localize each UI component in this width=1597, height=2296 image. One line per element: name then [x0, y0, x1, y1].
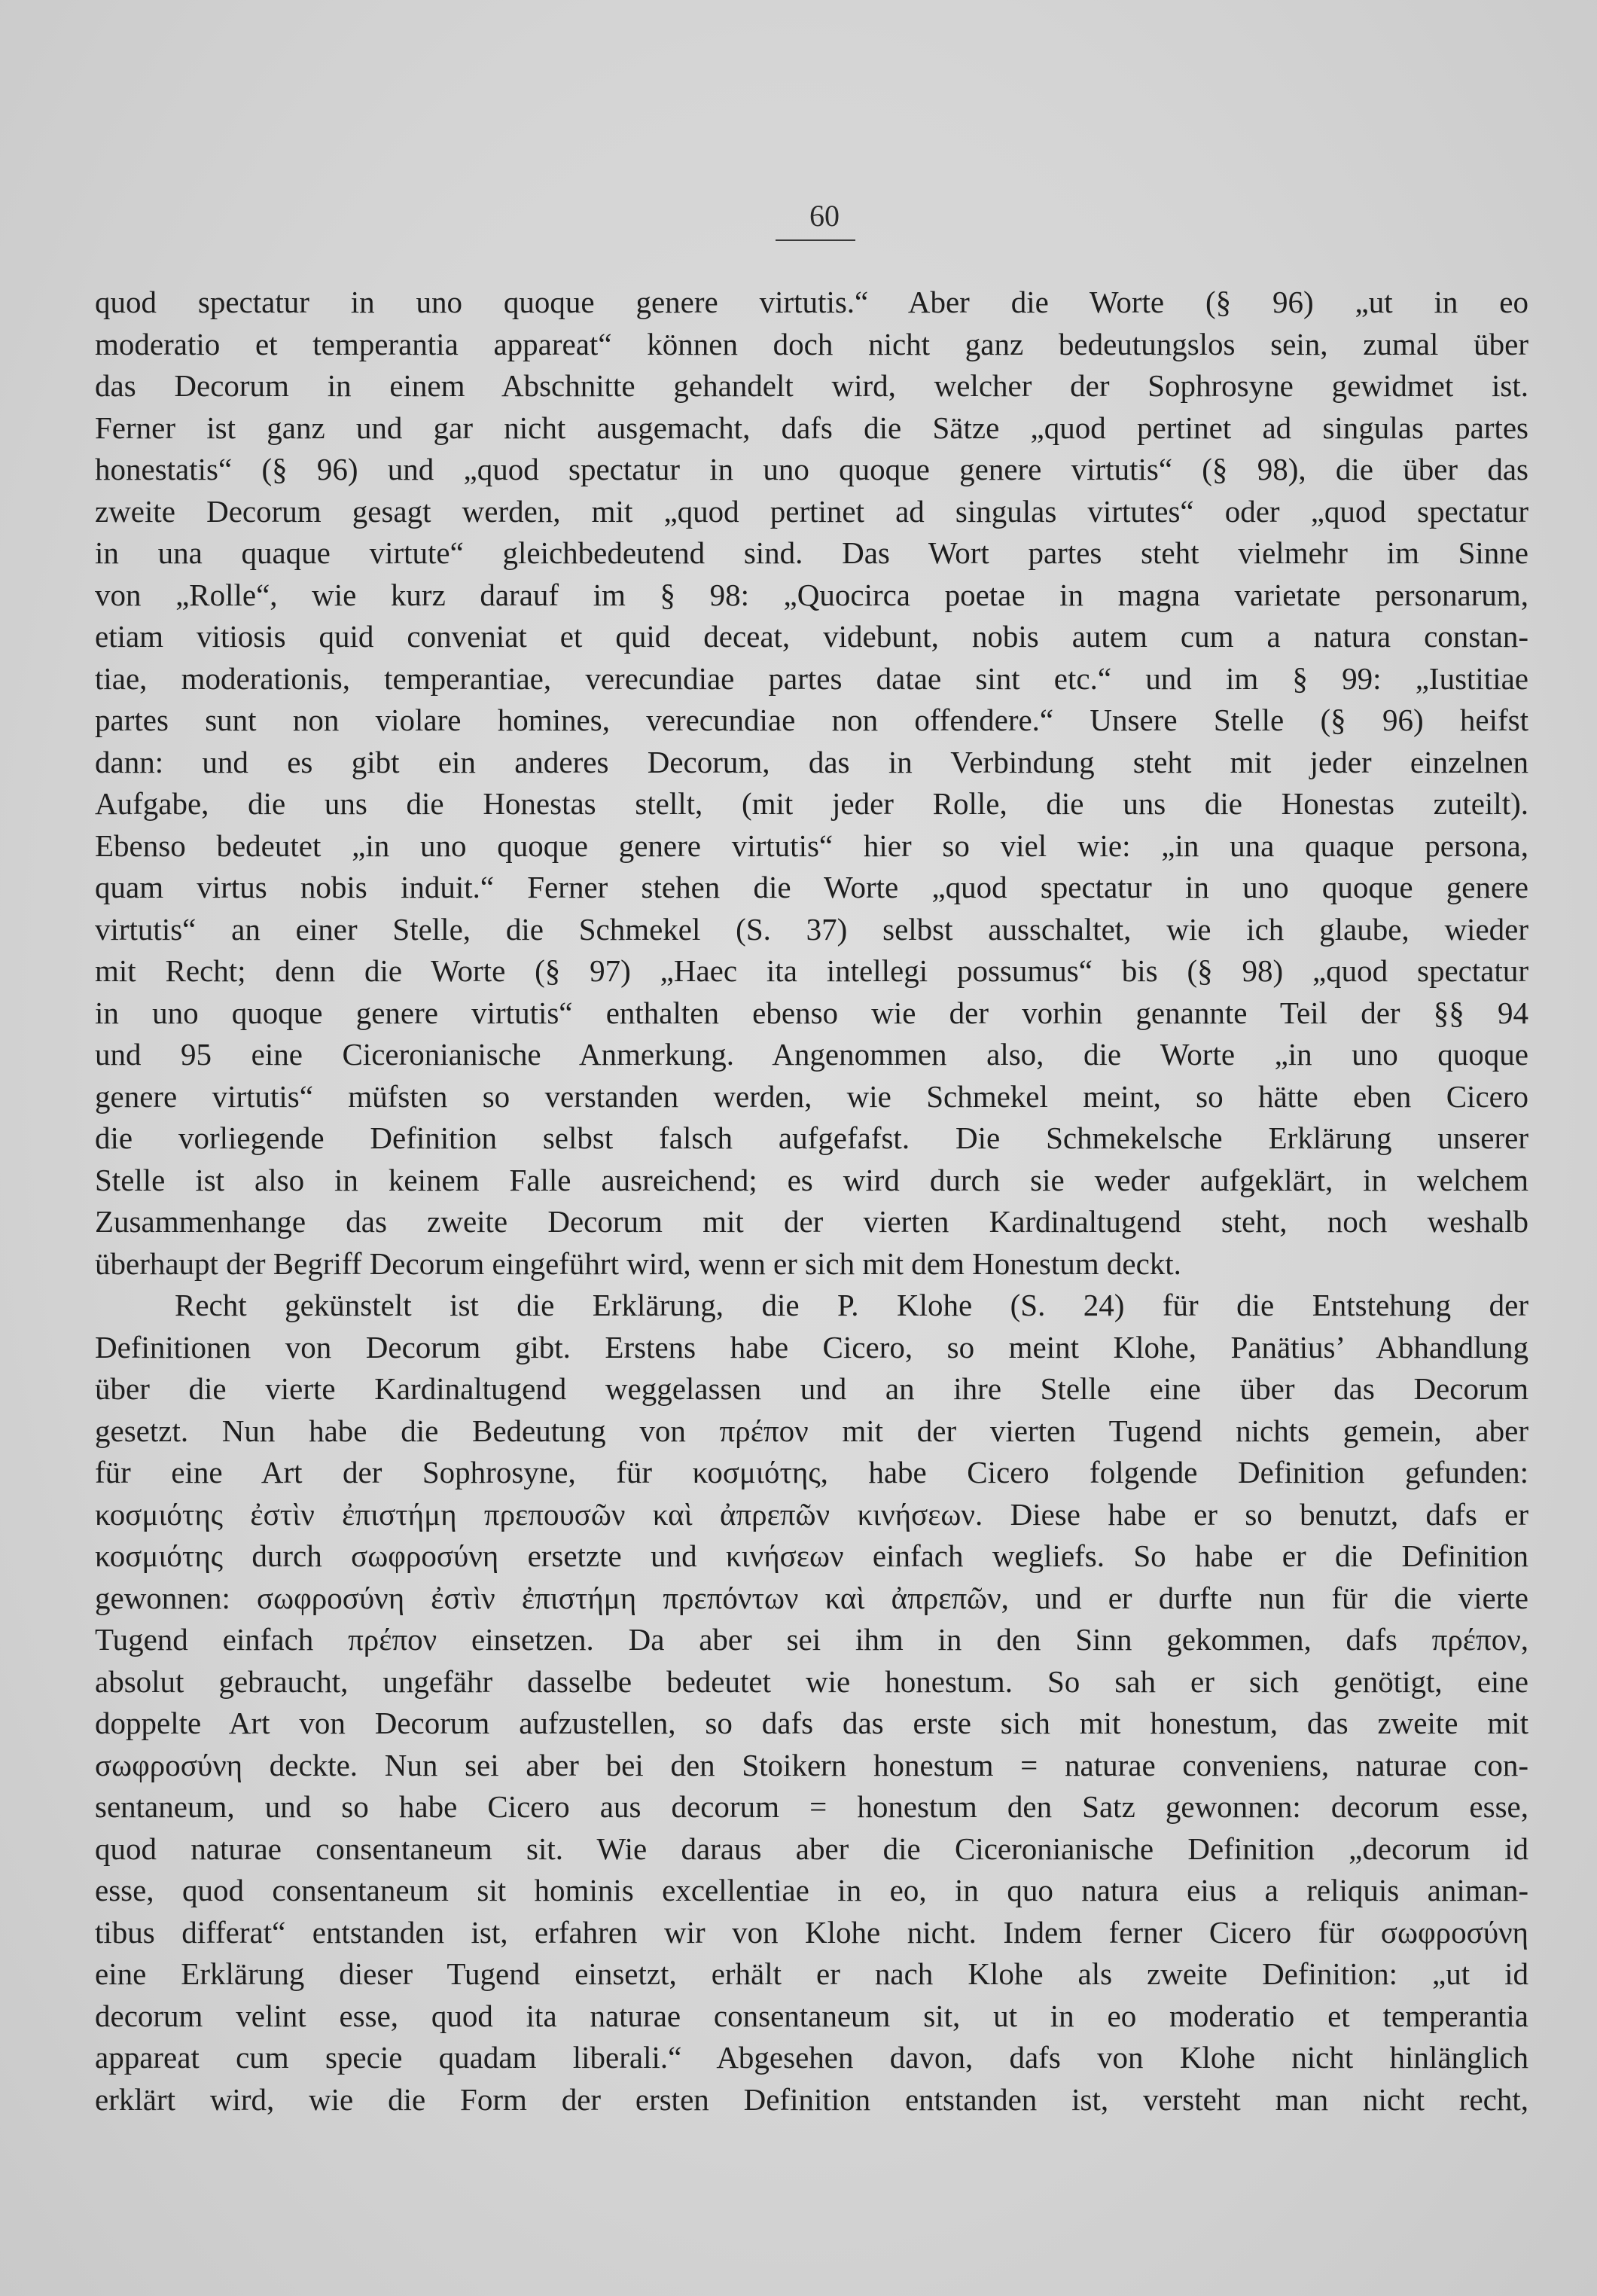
text-line: Aufgabe, die uns die Honestas stellt, (mit jeder Rolle, die uns die Honestas zuteilt).: [95, 786, 1528, 821]
text-line: honestatis“ (§ 96) und „quod spectatur in uno quoque genere virtutis“ (§ 98), die über das: [95, 452, 1528, 486]
text-line: tiae, moderationis, temperantiae, verecundiae partes datae sint etc.“ und im § 99: „Iustitiae: [95, 660, 1528, 696]
text-line: genere virtutis“ müfsten so verstanden werden, wie Schmekel meint, so hätte eben Cicero: [95, 1078, 1528, 1114]
text-line: Tugend einfach πρέπον einsetzen. Da aber sei ihm in den Sinn gekommen, dafs πρέπον,: [95, 1622, 1528, 1657]
text-line: sentaneum, und so habe Cicero aus decorum = honestum den Satz gewonnen: decorum esse,: [95, 1789, 1528, 1824]
text-line: von „Rolle“, wie kurz darauf im § 98: „Quocirca poetae in magna varietate personarum,: [95, 577, 1528, 612]
text-line: esse, quod consentaneum sit hominis excellentiae in eo, in quo natura eius a reliquis animan-: [95, 1873, 1528, 1907]
text-line: eine Erklärung dieser Tugend einsetzt, erhält er nach Klohe als zweite Definition: „ut id: [95, 1956, 1528, 1991]
text-line: doppelte Art von Decorum aufzustellen, so dafs das erste sich mit honestum, das zweite mit: [95, 1706, 1528, 1740]
page-number-rule: [776, 239, 855, 241]
text-line: etiam vitiosis quid conveniat et quid deceat, videbunt, nobis autem cum a natura constan-: [95, 619, 1528, 654]
text-line: gesetzt. Nun habe die Bedeutung von πρέπον mit der vierten Tugend nichts gemein, aber: [95, 1413, 1528, 1448]
text-line: Definitionen von Decorum gibt. Erstens habe Cicero, so meint Klohe, Panätius’ Abhandlung: [95, 1329, 1528, 1364]
text-line: virtutis“ an einer Stelle, die Schmekel (S. 37) selbst ausschaltet, wie ich glaube, wieder: [95, 911, 1528, 947]
text-line: decorum velint esse, quod ita naturae consentaneum sit, ut in eo moderatio et temperantia: [95, 1998, 1528, 2033]
text-line: quod naturae consentaneum sit. Wie daraus aber die Ciceronianische Definition „decorum id: [95, 1831, 1528, 1866]
text-line: mit Recht; denn die Worte (§ 97) „Haec ita intellegi possumus“ bis (§ 98) „quod spectatur: [95, 953, 1528, 988]
text-line: erklärt wird, wie die Form der ersten Definition entstanden ist, versteht man nicht recht,: [95, 2081, 1528, 2117]
text-line: moderatio et temperantia appareat“ können doch nicht ganz bedeutungslos sein, zumal über: [95, 326, 1528, 361]
text-line: κοσμιότης ἐστὶν ἐπιστήμη πρεπουσῶν καὶ ἀπρεπῶν κινήσεων. Diese habe er so benutzt, dafs er: [95, 1496, 1528, 1532]
text-line: die vorliegende Definition selbst falsch aufgefafst. Die Schmekelsche Erklärung unserer: [95, 1121, 1528, 1155]
text-line: Ebenso bedeutet „in uno quoque genere virtutis“ hier so viel wie: „in una quaque persona,: [95, 828, 1528, 863]
text-line: quam virtus nobis induit.“ Ferner stehen die Worte „quod spectatur in uno quoque genere: [95, 870, 1528, 904]
text-line: Zusammenhange das zweite Decorum mit der vierten Kardinaltugend steht, noch weshalb: [95, 1204, 1528, 1239]
text-line: quod spectatur in uno quoque genere virtutis.“ Aber die Worte (§ 96) „ut in eo: [95, 285, 1528, 319]
text-line: partes sunt non violare homines, verecundiae non offendere.“ Unsere Stelle (§ 96) heifst: [95, 703, 1528, 737]
text-line: in uno quoque genere virtutis“ enthalten ebenso wie der vorhin genannte Teil der §§ 94: [95, 995, 1528, 1030]
text-line: zweite Decorum gesagt werden, mit „quod pertinet ad singulas virtutes“ oder „quod spectatur: [95, 493, 1528, 529]
text-line: Stelle ist also in keinem Falle ausreichend; es wird durch sie weder aufgeklärt, in welchem: [95, 1162, 1528, 1197]
text-line: gewonnen: σωφροσύνη ἐστὶν ἐπιστήμη πρεπόντων καὶ ἀπρεπῶν, und er durfte nun für die vierte: [95, 1580, 1528, 1615]
text-line: absolut gebraucht, ungefähr dasselbe bedeutet wie honestum. So sah er sich genötigt, eine: [95, 1663, 1528, 1699]
text-line: Ferner ist ganz und gar nicht ausgemacht, dafs die Sätze „quod pertinet ad singulas partes: [95, 410, 1528, 445]
page-number: 60: [809, 199, 840, 233]
text-line: σωφροσύνη deckte. Nun sei aber bei den Stoikern honestum = naturae conveniens, naturae con-: [95, 1747, 1528, 1782]
body-text: [95, 282, 1528, 2121]
text-line: für eine Art der Sophrosyne, für κοσμιότης, habe Cicero folgende Definition gefunden:: [95, 1455, 1528, 1490]
text-line: tibus differat“ entstanden ist, erfahren wir von Klohe nicht. Indem ferner Cicero für σωφροσύνη: [95, 1914, 1528, 1950]
text-line: in una quaque virtute“ gleichbedeutend sind. Das Wort partes steht vielmehr im Sinne: [95, 535, 1528, 570]
text-line: das Decorum in einem Abschnitte gehandelt wird, welcher der Sophrosyne gewidmet ist.: [95, 368, 1528, 403]
text-line: dann: und es gibt ein anderes Decorum, das in Verbindung steht mit jeder einzelnen: [95, 744, 1528, 779]
paragraph-start-line: Recht gekünstelt ist die Erklärung, die P. Klohe (S. 24) für die Entstehung der: [175, 1288, 1528, 1322]
text-line: appareat cum specie quadam liberali.“ Abgesehen davon, dafs von Klohe nicht hinlänglich: [95, 2040, 1528, 2075]
text-line: über die vierte Kardinaltugend weggelassen und an ihre Stelle eine über das Decorum: [95, 1371, 1528, 1406]
text-line: überhaupt der Begriff Decorum eingeführt wird, wenn er sich mit dem Honestum deckt.: [95, 1246, 1181, 1281]
text-line: und 95 eine Ciceronianische Anmerkung. Angenommen also, die Worte „in uno quoque: [95, 1037, 1528, 1072]
text-line: κοσμιότης durch σωφροσύνη ersetzte und κινήσεων einfach wegliefs. So habe er die Definition: [95, 1538, 1528, 1573]
